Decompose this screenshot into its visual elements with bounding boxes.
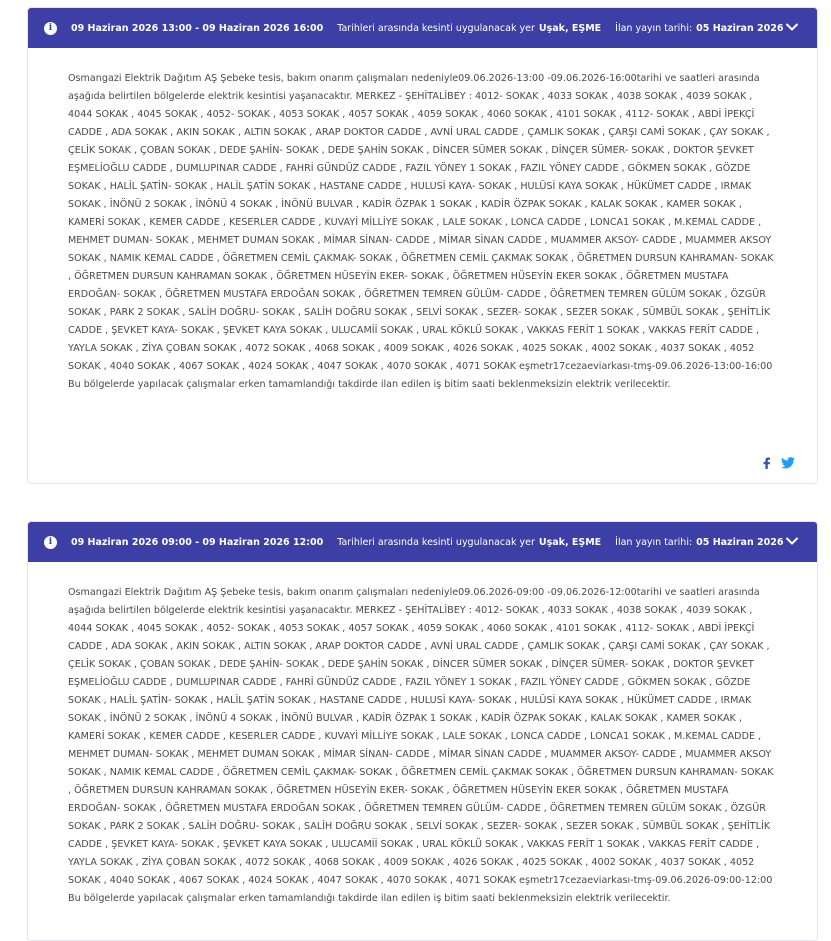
publish-date: 05 Haziran 2026 xyxy=(696,536,784,548)
outage-notice-card xyxy=(27,521,818,941)
facebook-icon[interactable] xyxy=(762,457,771,469)
publish-date: 05 Haziran 2026 xyxy=(696,22,784,34)
notice-location: Uşak, EŞME xyxy=(538,536,602,548)
notice-date-range: 09 Haziran 2026 13:00 - 09 Haziran 2026 16:00 xyxy=(71,22,324,34)
outage-notice-header[interactable] xyxy=(28,522,817,562)
twitter-icon[interactable] xyxy=(781,457,795,469)
share-buttons xyxy=(762,457,795,469)
publish-date-label: İlan yayın tarihi: xyxy=(615,536,693,548)
notice-date-range: 09 Haziran 2026 09:00 - 09 Haziran 2026 12:00 xyxy=(71,536,324,548)
info-icon: i xyxy=(44,536,57,549)
outage-notice-header[interactable] xyxy=(28,8,817,48)
info-icon: i xyxy=(44,22,57,35)
publish-date-label: İlan yayın tarihi: xyxy=(615,22,693,34)
notice-location-label: Tarihleri arasında kesinti uygulanacak yer xyxy=(337,22,535,34)
outage-notice-body: Osmangazi Elektrik Dağıtım AŞ Şebeke tesis, bakım onarım çalışmaları nedeniyle09.06.2026-09:00 -09.06.2026-12:00tarihi ve saatleri arasında aşağıda belirtilen bölgelerde elektrik kesintisi yaşanacaktır. MERKEZ - ŞEHİTALİBEY : 4012- SOKAK , 4033 SOKAK , 4038 SOKAK , 4039 SOKAK , 4044 SOKAK , 4045 SOKAK , 4052- SOKAK , 4053 SOKAK , 4057 SOKAK , 4059 SOKAK , 4060 SOKAK , 4101 SOKAK , 4112- SOKAK , ABDİ İPEKÇİ CADDE , ADA SOKAK , AKIN SOKAK , ALTIN SOKAK , ARAP DOKTOR CADDE , AVNİ URAL CADDE , ÇAMLIK SOKAK , ÇARŞI CAMİ SOKAK , ÇAY SOKAK , ÇELİK SOKAK , ÇOBAN SOKAK , DEDE ŞAHİN- SOKAK , DEDE ŞAHİN SOKAK , DİNCER SÜMER SOKAK , DİNÇER SÜMER- SOKAK , DOKTOR ŞEVKET EŞMELİOĞLU CADDE , DUMLUPINAR CADDE , FAHRİ GÜNDÜZ CADDE , FAZIL YÖNEY 1 SOKAK , FAZIL YÖNEY CADDE , GÖKMEN SOKAK , GÖZDE SOKAK , HALİL ŞATİN- SOKAK , HALİL ŞATİN SOKAK , HASTANE CADDE , HULUSİ KAYA- SOKAK , HULÜSİ KAYA SOKAK , HÜKÜMET CADDE , IRMAK SOKAK , İNÖNÜ 2 SOKAK , İNÖNÜ 4 SOKAK , İNÖNÜ BULVAR , KADİR ÖZPAK 1 SOKAK , KADİR ÖZPAK SOKAK , KALAK SOKAK , KAMER SOKAK , KAMERİ SOKAK , KEMER CADDE , KESERLER CADDE , KUVAYİ MİLLİYE SOKAK , LALE SOKAK , LONCA CADDE , LONCA1 SOKAK , M.KEMAL CADDE , MEHMET DUMAN- SOKAK , MEHMET DUMAN SOKAK , MİMAR SİNAN- CADDE , MİMAR SİNAN CADDE , MUAMMER AKSOY- CADDE , MUAMMER AKSOY SOKAK , NAMIK KEMAL CADDE , ÖĞRETMEN CEMİL ÇAKMAK- SOKAK , ÖĞRETMEN CEMİL ÇAKMAK SOKAK , ÖĞRETMEN DURSUN KAHRAMAN- SOKAK , ÖĞRETMEN DURSUN KAHRAMAN SOKAK , ÖĞRETMEN HÜSEYİN EKER- SOKAK , ÖĞRETMEN HÜSEYİN EKER SOKAK , ÖĞRETMEN MUSTAFA ERDOĞAN- SOKAK , ÖĞRETMEN MUSTAFA ERDOĞAN SOKAK , ÖĞRETMEN TEMREN GÜLÜM- CADDE , ÖĞRETMEN TEMREN GÜLÜM SOKAK , ÖZGÜR SOKAK , PARK 2 SOKAK , SALİH DOĞRU- SOKAK , SALİH DOĞRU SOKAK , SELVİ SOKAK , SEZER- SOKAK , SEZER SOKAK , SÜMBÜL SOKAK , ŞEHİTLİK CADDE , ŞEVKET KAYA- SOKAK , ŞEVKET KAYA SOKAK , ULUCAMİİ SOKAK , URAL KÖKLÜ SOKAK , VAKKAS FERİT 1 SOKAK , VAKKAS FERİT CADDE , YAYLA SOKAK , ZİYA ÇOBAN SOKAK , 4072 SOKAK , 4068 SOKAK , 4009 SOKAK , 4026 SOKAK , 4025 SOKAK , 4002 SOKAK , 4037 SOKAK , 4052 SOKAK , 4040 SOKAK , 4067 SOKAK , 4024 SOKAK , 4047 SOKAK , 4070 SOKAK , 4071 SOKAK eşmetr17cezaeviarkası-tmş-09.06.2026-09:00-12:00 Bu bölgelerde yapılacak çalışmalar erken tamamlandığı takdirde ilan edilen iş bitim saati beklenmeksizin elektrik verilecektir. xyxy=(68,587,774,904)
notice-location-label: Tarihleri arasında kesinti uygulanacak yer xyxy=(337,536,535,548)
outage-notice-card xyxy=(27,7,818,484)
notice-location: Uşak, EŞME xyxy=(538,22,602,34)
chevron-down-icon[interactable] xyxy=(785,20,799,34)
chevron-down-icon[interactable] xyxy=(785,534,799,548)
outage-notice-body: Osmangazi Elektrik Dağıtım AŞ Şebeke tesis, bakım onarım çalışmaları nedeniyle09.06.2026-13:00 -09.06.2026-16:00tarihi ve saatleri arasında aşağıda belirtilen bölgelerde elektrik kesintisi yaşanacaktır. MERKEZ - ŞEHİTALİBEY : 4012- SOKAK , 4033 SOKAK , 4038 SOKAK , 4039 SOKAK , 4044 SOKAK , 4045 SOKAK , 4052- SOKAK , 4053 SOKAK , 4057 SOKAK , 4059 SOKAK , 4060 SOKAK , 4101 SOKAK , 4112- SOKAK , ABDİ İPEKÇİ CADDE , ADA SOKAK , AKIN SOKAK , ALTIN SOKAK , ARAP DOKTOR CADDE , AVNİ URAL CADDE , ÇAMLIK SOKAK , ÇARŞI CAMİ SOKAK , ÇAY SOKAK , ÇELİK SOKAK , ÇOBAN SOKAK , DEDE ŞAHİN- SOKAK , DEDE ŞAHİN SOKAK , DİNCER SÜMER SOKAK , DİNÇER SÜMER- SOKAK , DOKTOR ŞEVKET EŞMELİOĞLU CADDE , DUMLUPINAR CADDE , FAHRİ GÜNDÜZ CADDE , FAZIL YÖNEY 1 SOKAK , FAZIL YÖNEY CADDE , GÖKMEN SOKAK , GÖZDE SOKAK , HALİL ŞATİN- SOKAK , HALİL ŞATİN SOKAK , HASTANE CADDE , HULUSİ KAYA- SOKAK , HULÜSİ KAYA SOKAK , HÜKÜMET CADDE , IRMAK SOKAK , İNÖNÜ 2 SOKAK , İNÖNÜ 4 SOKAK , İNÖNÜ BULVAR , KADİR ÖZPAK 1 SOKAK , KADİR ÖZPAK SOKAK , KALAK SOKAK , KAMER SOKAK , KAMERİ SOKAK , KEMER CADDE , KESERLER CADDE , KUVAYİ MİLLİYE SOKAK , LALE SOKAK , LONCA CADDE , LONCA1 SOKAK , M.KEMAL CADDE , MEHMET DUMAN- SOKAK , MEHMET DUMAN SOKAK , MİMAR SİNAN- CADDE , MİMAR SİNAN CADDE , MUAMMER AKSOY- CADDE , MUAMMER AKSOY SOKAK , NAMIK KEMAL CADDE , ÖĞRETMEN CEMİL ÇAKMAK- SOKAK , ÖĞRETMEN CEMİL ÇAKMAK SOKAK , ÖĞRETMEN DURSUN KAHRAMAN- SOKAK , ÖĞRETMEN DURSUN KAHRAMAN SOKAK , ÖĞRETMEN HÜSEYİN EKER- SOKAK , ÖĞRETMEN HÜSEYİN EKER SOKAK , ÖĞRETMEN MUSTAFA ERDOĞAN- SOKAK , ÖĞRETMEN MUSTAFA ERDOĞAN SOKAK , ÖĞRETMEN TEMREN GÜLÜM- CADDE , ÖĞRETMEN TEMREN GÜLÜM SOKAK , ÖZGÜR SOKAK , PARK 2 SOKAK , SALİH DOĞRU- SOKAK , SALİH DOĞRU SOKAK , SELVİ SOKAK , SEZER- SOKAK , SEZER SOKAK , SÜMBÜL SOKAK , ŞEHİTLİK CADDE , ŞEVKET KAYA- SOKAK , ŞEVKET KAYA SOKAK , ULUCAMİİ SOKAK , URAL KÖKLÜ SOKAK , VAKKAS FERİT 1 SOKAK , VAKKAS FERİT CADDE , YAYLA SOKAK , ZİYA ÇOBAN SOKAK , 4072 SOKAK , 4068 SOKAK , 4009 SOKAK , 4026 SOKAK , 4025 SOKAK , 4002 SOKAK , 4037 SOKAK , 4052 SOKAK , 4040 SOKAK , 4067 SOKAK , 4024 SOKAK , 4047 SOKAK , 4070 SOKAK , 4071 SOKAK eşmetr17cezaeviarkası-tmş-09.06.2026-13:00-16:00 Bu bölgelerde yapılacak çalışmalar erken tamamlandığı takdirde ilan edilen iş bitim saati beklenmeksizin elektrik verilecektir. xyxy=(68,73,774,390)
